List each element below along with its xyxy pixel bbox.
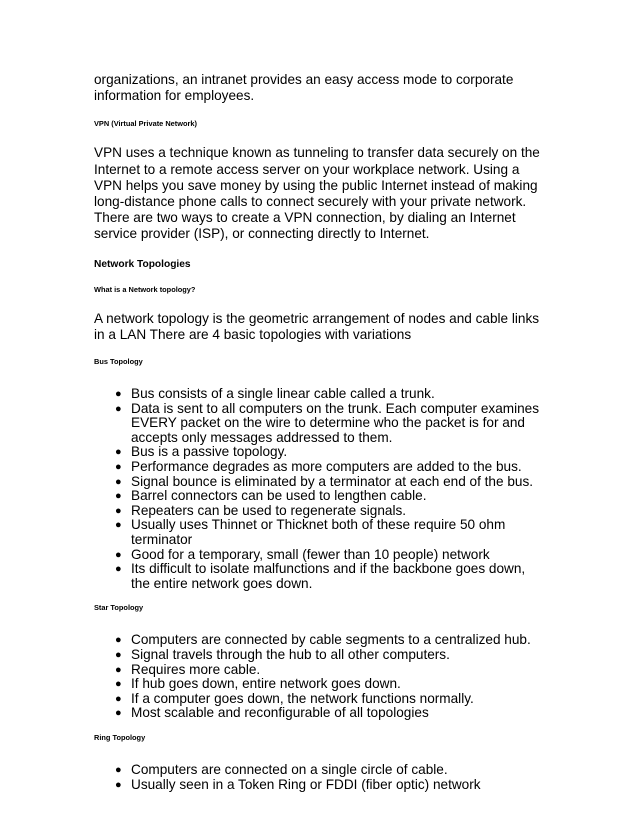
- list-item: ● Bus consists of a single linear cable called a trunk.: [115, 386, 435, 402]
- list-item: ● Repeaters can be used to regenerate signals.: [115, 502, 407, 518]
- bullet-icon: ●: [115, 778, 122, 791]
- star-topology-heading: Star Topology: [94, 603, 144, 613]
- bullet-icon: ●: [115, 634, 122, 647]
- list-item: ● Computers are connected on a single circle of cable.: [115, 761, 448, 777]
- list-item: ● Good for a temporary, small (fewer than 10 people) network: [115, 546, 490, 562]
- list-item: ● Signal bounce is eliminated by a terminator at each end of the bus.: [115, 473, 534, 489]
- list-item: ● Computers are connected by cable segments to a centralized hub.: [115, 632, 531, 648]
- network-topologies-heading: Network Topologies: [94, 258, 191, 270]
- list-item: ● If a computer goes down, the network functions normally.: [115, 690, 474, 706]
- bullet-icon: ●: [115, 490, 122, 503]
- bullet-icon: ●: [115, 504, 122, 517]
- list-item: ● Requires more cable.: [115, 661, 261, 677]
- list-item: ● Performance degrades as more computers are added to the bus.: [115, 459, 522, 474]
- intro-paragraph: organizations, an intranet provides an easy access mode to corporate information for employees.: [94, 72, 514, 104]
- bullet-icon: ●: [115, 402, 122, 415]
- list-item: ● Bus is a passive topology.: [115, 444, 288, 460]
- bullet-icon: ●: [115, 388, 122, 401]
- list-item: ● Signal travels through the hub to all other computers.: [115, 646, 450, 662]
- vpn-paragraph: VPN uses a technique known as tunneling to transfer data securely on the Internet to a remote access server on your workplace network. Using a VPN helps you save money by using the public Internet instead of making long-distance phone calls to connect securely with your private network. There are two ways to create a VPN connection, by dialing an Internet service provider (ISP), or connecting directly to Internet.: [94, 145, 540, 242]
- bullet-icon: ●: [115, 563, 122, 576]
- list-item: ● Usually uses Thinnet or Thicknet both of these require 50 ohm terminator: [115, 517, 506, 547]
- list-item: ● Usually seen in a Token Ring or FDDI (fiber optic) network: [115, 776, 481, 792]
- ring-topology-list: [94, 763, 546, 792]
- bus-topology-list: [94, 387, 546, 591]
- bullet-icon: ●: [115, 548, 122, 561]
- star-topology-list: [94, 633, 546, 721]
- ring-topology-heading: Ring Topology: [94, 732, 146, 742]
- bullet-icon: ●: [115, 678, 122, 691]
- topology-question-heading: What is a Network topology?: [94, 284, 196, 294]
- bullet-icon: ●: [115, 763, 122, 776]
- bullet-icon: ●: [115, 519, 122, 532]
- bullet-icon: ●: [115, 446, 122, 459]
- bullet-icon: ●: [115, 461, 122, 473]
- bullet-icon: ●: [115, 707, 122, 720]
- topology-definition-paragraph: A network topology is the geometric arrangement of nodes and cable links in a LAN There are 4 basic topologies with variations: [94, 310, 540, 342]
- bullet-icon: ●: [115, 648, 122, 661]
- list-item: ● If hub goes down, entire network goes down.: [115, 676, 401, 692]
- bus-topology-heading: Bus Topology: [94, 357, 143, 367]
- list-item: ● Data is sent to all computers on the trunk. Each computer examines EVERY packet on the wire to determine who the packet is for and accepts only messages addressed to them.: [115, 400, 540, 445]
- bullet-icon: ●: [115, 475, 122, 488]
- document-page: [94, 72, 546, 792]
- list-item: ● Barrel connectors can be used to lengthen cable.: [115, 488, 427, 504]
- bullet-icon: ●: [115, 692, 122, 705]
- list-item: ● Most scalable and reconfigurable of all topologies: [115, 705, 429, 721]
- vpn-heading: VPN (Virtual Private Network): [94, 119, 197, 129]
- list-item: ● Its difficult to isolate malfunctions and if the backbone goes down, the entire network goes down.: [115, 561, 526, 591]
- bullet-icon: ●: [115, 663, 122, 676]
